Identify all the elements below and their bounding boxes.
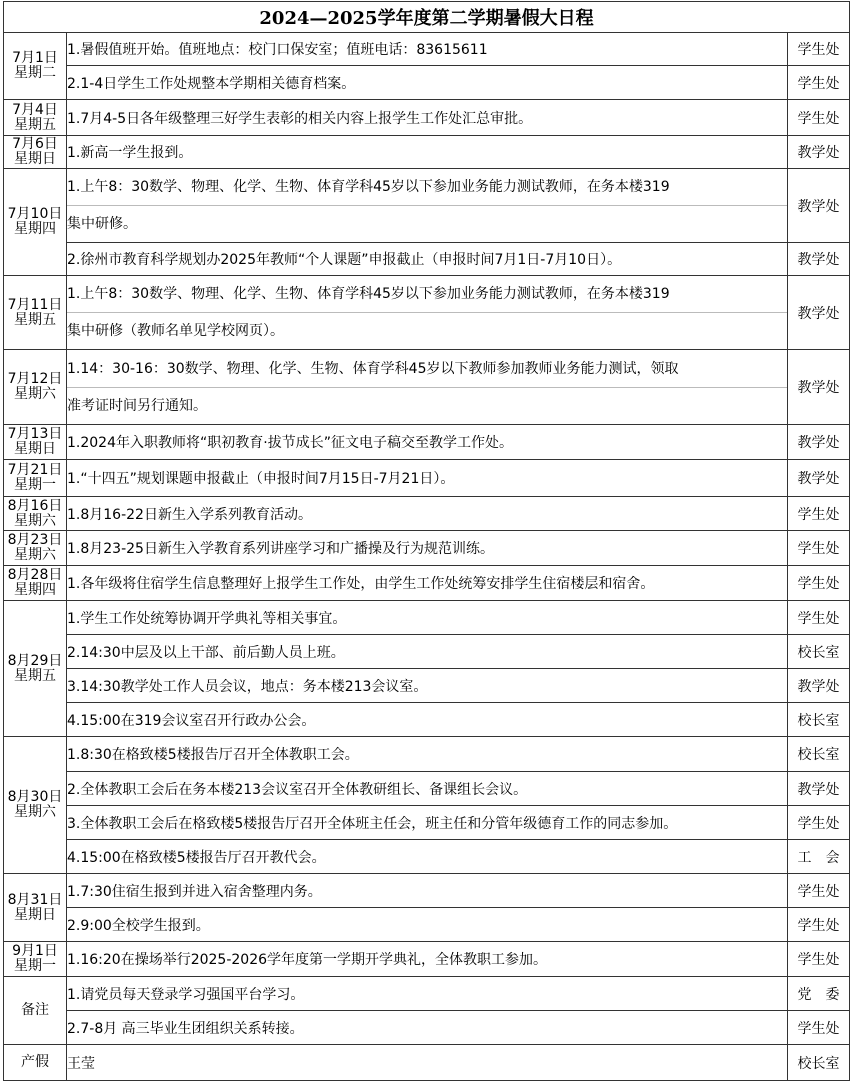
date-label: 8月16日: [7, 497, 63, 514]
weekday-label: 星期五: [14, 311, 56, 328]
department-cell: 校长室: [788, 635, 850, 669]
schedule-body: [4, 2, 850, 1081]
weekday-label: 星期五: [14, 116, 56, 133]
schedule-row: [4, 460, 850, 497]
date-cell: [4, 425, 67, 460]
schedule-item: [67, 276, 788, 350]
schedule-row: [4, 908, 850, 942]
item-text: 1.“十四五”规划课题申报截止（申报时间7月15日-7月21日）。: [67, 471, 455, 487]
schedule-row: [4, 136, 850, 169]
schedule-row: [4, 100, 850, 136]
date-cell: [4, 497, 67, 531]
schedule-row: [4, 350, 850, 425]
item-line: 集中研修。: [67, 216, 137, 232]
date-label: 8月30日: [7, 789, 63, 805]
schedule-item: [67, 669, 788, 703]
schedule-item: [67, 33, 788, 66]
item-text: 1.暑假值班开始。值班地点：校门口保安室；值班电话：83615611: [67, 42, 488, 58]
schedule-row: [4, 806, 850, 840]
item-text: 1.请党员每天登录学习强国平台学习。: [67, 986, 305, 1003]
department-cell: 教学处: [788, 169, 850, 243]
schedule-item: [67, 243, 788, 276]
schedule-row: [4, 566, 850, 601]
schedule-item: [67, 531, 788, 566]
schedule-row: [4, 169, 850, 243]
item-text: 4.15:00在格致楼5楼报告厅召开教代会。: [67, 849, 326, 866]
department-cell: 学生处: [788, 566, 850, 601]
department-cell: 教学处: [788, 243, 850, 276]
date-cell: [4, 531, 67, 566]
schedule-item: [67, 806, 788, 840]
schedule-item: [67, 100, 788, 136]
item-text: 王莹: [67, 1055, 95, 1072]
weekday-label: 星期六: [14, 547, 56, 563]
date-cell: [4, 977, 67, 1045]
schedule-row: [4, 942, 850, 977]
schedule-item: [67, 566, 788, 601]
item-text: 1.8月23-25日新生入学教育系列讲座学习和广播操及行为规范训练。: [67, 541, 494, 557]
item-line: 1.上午8：30数学、物理、化学、生物、体育学科45岁以下参加业务能力测试教师，在务本楼319: [67, 276, 787, 313]
date-label: 8月29日: [7, 652, 63, 669]
department-cell: 学生处: [788, 33, 850, 66]
weekday-label: 星期五: [14, 667, 56, 684]
department-cell: 学生处: [788, 100, 850, 136]
department-cell: 教学处: [788, 460, 850, 497]
date-cell: [4, 33, 67, 100]
weekday-label: 星期六: [14, 512, 56, 529]
weekday-label: 星期六: [14, 386, 56, 402]
department-cell: 教学处: [788, 350, 850, 425]
item-text: 1.16:20在操场举行2025-2026学年度第一学期开学典礼，全体教职工参加。: [67, 952, 548, 968]
weekday-label: 星期六: [14, 804, 56, 820]
weekday-label: 星期一: [14, 477, 56, 493]
schedule-table: [3, 1, 850, 1081]
date-cell: [4, 942, 67, 977]
schedule-row: [4, 737, 850, 772]
schedule-row: [4, 601, 850, 635]
schedule-row: [4, 243, 850, 276]
department-cell: 校长室: [788, 737, 850, 772]
schedule-item: [67, 460, 788, 497]
item-text: 2.9:00全校学生报到。: [67, 917, 210, 934]
department-cell: 学生处: [788, 497, 850, 531]
schedule-item: [67, 874, 788, 908]
item-text: 1.8月16-22日新生入学系列教育活动。: [67, 506, 312, 523]
date-label: 7月12日: [7, 371, 63, 387]
date-cell: [4, 136, 67, 169]
department-cell: 学生处: [788, 806, 850, 840]
item-text: 1.2024年入职教师将“职初教育·拔节成长”征文电子稿交至教学工作处。: [67, 435, 513, 451]
weekday-label: 星期日: [14, 151, 56, 167]
schedule-item: [67, 169, 788, 243]
schedule-row: [4, 1045, 850, 1081]
weekday-label: 星期日: [14, 441, 56, 457]
weekday-label: 星期四: [14, 221, 56, 237]
department-cell: 教学处: [788, 425, 850, 460]
schedule-item: [67, 1045, 788, 1081]
department-cell: 学生处: [788, 601, 850, 635]
department-cell: 校长室: [788, 703, 850, 737]
schedule-row: [4, 66, 850, 100]
date-cell: [4, 460, 67, 497]
weekday-label: 星期二: [14, 65, 56, 81]
schedule-item: [67, 942, 788, 977]
schedule-item: [67, 425, 788, 460]
schedule-row: [4, 635, 850, 669]
weekday-label: 星期四: [14, 582, 56, 598]
schedule-row: [4, 425, 850, 460]
schedule-item: [67, 1011, 788, 1045]
date-cell: [4, 566, 67, 601]
date-cell: [4, 601, 67, 737]
item-text: 1.学生工作处统筹协调开学典礼等相关事宜。: [67, 610, 347, 627]
schedule-item: [67, 737, 788, 772]
schedule-item: [67, 840, 788, 874]
item-text: 3.14:30教学处工作人员会议，地点：务本楼213会议室。: [67, 678, 428, 695]
schedule-item: [67, 350, 788, 425]
schedule-row: [4, 977, 850, 1011]
item-text: 1.新高一学生报到。: [67, 145, 193, 161]
item-text: 1.8:30在格致楼5楼报告厅召开全体教职工会。: [67, 747, 359, 763]
department-cell: 党 委: [788, 977, 850, 1011]
schedule-row: [4, 1011, 850, 1045]
schedule-row: [4, 669, 850, 703]
department-cell: 工 会: [788, 840, 850, 874]
department-cell: 学生处: [788, 66, 850, 100]
date-label: 7月11日: [7, 296, 63, 313]
date-label: 8月31日: [7, 891, 63, 908]
item-text: 1.7:30住宿生报到并进入宿舍整理内务。: [67, 883, 322, 900]
date-cell: [4, 1045, 67, 1081]
item-text: 4.15:00在319会议室召开行政办公会。: [67, 712, 316, 729]
item-line: 1.14：30-16：30数学、物理、化学、生物、体育学科45岁以下教师参加教师业务能力测试，领取: [67, 351, 787, 388]
schedule-row: [4, 840, 850, 874]
item-text: 2.1-4日学生工作处规整本学期相关德育档案。: [67, 75, 356, 92]
schedule-item: [67, 601, 788, 635]
item-text: 3.全体教职工会后在格致楼5楼报告厅召开全体班主任会，班主任和分管年级德育工作的同志参加。: [67, 815, 678, 832]
date-label: 7月21日: [7, 462, 63, 478]
department-cell: 学生处: [788, 942, 850, 977]
date-label: 8月23日: [7, 532, 63, 548]
date-cell: [4, 100, 67, 136]
item-text: 2.徐州市教育科学规划办2025年教师“个人课题”申报截止（申报时间7月1日-7月10日）。: [67, 252, 622, 268]
date-label: 7月4日: [12, 101, 58, 118]
date-cell: [4, 350, 67, 425]
schedule-item: [67, 977, 788, 1011]
item-line: 准考证时间另行通知。: [67, 397, 207, 414]
schedule-row: [4, 772, 850, 806]
item-text: 2.7-8月 高三毕业生团组织关系转接。: [67, 1020, 304, 1037]
schedule-row: [4, 703, 850, 737]
weekday-label: 星期一: [14, 958, 56, 974]
date-label: 9月1日: [12, 943, 58, 959]
item-text: 2.全体教职工会后在务本楼213会议室召开全体教研组长、备课组长会议。: [67, 781, 528, 798]
schedule-item: [67, 772, 788, 806]
schedule-item: [67, 66, 788, 100]
item-text: 1.7月4-5日各年级整理三好学生表彰的相关内容上报学生工作处汇总审批。: [67, 110, 533, 127]
date-cell: [4, 874, 67, 942]
date-label: 7月13日: [7, 426, 63, 442]
schedule-item: [67, 703, 788, 737]
department-cell: 教学处: [788, 136, 850, 169]
title-row: [4, 2, 850, 33]
date-label: 7月1日: [12, 50, 58, 66]
schedule-row: [4, 531, 850, 566]
schedule-item: [67, 136, 788, 169]
schedule-row: [4, 874, 850, 908]
date-cell: [4, 276, 67, 350]
date-cell: [4, 737, 67, 874]
schedule-row: [4, 497, 850, 531]
schedule-item: [67, 908, 788, 942]
schedule-item: [67, 497, 788, 531]
schedule-row: [4, 33, 850, 66]
department-cell: 学生处: [788, 1011, 850, 1045]
item-line: 集中研修（教师名单见学校网页）。: [67, 323, 284, 339]
department-cell: 教学处: [788, 772, 850, 806]
schedule-item: [67, 635, 788, 669]
date-label: 7月6日: [12, 136, 58, 152]
weekday-label: 星期日: [14, 906, 56, 923]
department-cell: 校长室: [788, 1045, 850, 1081]
schedule-row: [4, 276, 850, 350]
item-text: 1.各年级将住宿学生信息整理好上报学生工作处，由学生工作处统筹安排学生住宿楼层和宿舍。: [67, 576, 655, 592]
date-cell: [4, 169, 67, 276]
page-title: 2024—2025学年度第二学期暑假大日程: [4, 2, 850, 33]
date-label: 7月10日: [7, 206, 63, 222]
date-label: 8月28日: [7, 567, 63, 583]
date-label: 产假: [21, 1054, 49, 1070]
department-cell: 教学处: [788, 276, 850, 350]
item-line: 1.上午8：30数学、物理、化学、生物、体育学科45岁以下参加业务能力测试教师，在务本楼319: [67, 169, 787, 206]
department-cell: 教学处: [788, 669, 850, 703]
department-cell: 学生处: [788, 874, 850, 908]
date-label: 备注: [21, 1002, 49, 1018]
department-cell: 学生处: [788, 531, 850, 566]
department-cell: 学生处: [788, 908, 850, 942]
item-text: 2.14:30中层及以上干部、前后勤人员上班。: [67, 644, 345, 661]
